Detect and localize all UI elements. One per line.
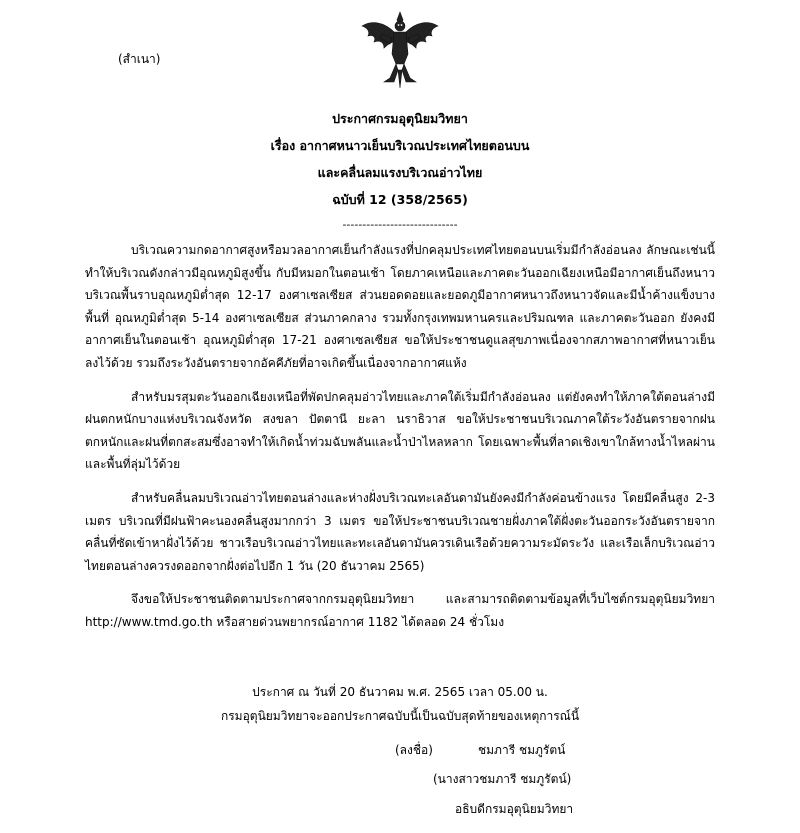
signer-full-name: (นางสาวชมภารี ชมภูรัตน์) [433,772,572,786]
heading-agency: ประกาศกรมอุตุนิยมวิทยา [332,111,468,126]
heading-subject-cont: และคลื่นลมแรงบริเวณอ่าวไทย [317,165,483,180]
paragraph-contact: จึงขอให้ประชาชนติดตามประกาศจากกรมอุตุนิยมวิทยา และสามารถติดตามข้อมูลที่เว็บไซต์กรมอุตุนิยมวิทยา http://www.tmd.go.th หรือสายด่วนพยากรณ์อากาศ 1182 ได้ตลอด 24 ชั่วโมง [85,592,715,629]
garuda-emblem-icon [358,8,442,92]
declaration-date: ประกาศ ณ วันที่ 20 ธันวาคม พ.ศ. 2565 เวลา 05.00 น. [252,685,548,699]
paragraph-cold-weather: บริเวณความกดอากาศสูงหรือมวลอากาศเย็นกำลังแรงที่ปกคลุมประเทศไทยตอนบนเริ่มมีกำลังอ่อนลง ลักษณะเช่นนี้ทำให้บริเวณดังกล่าวมีอุณหภูมิสูงขึ้น กับมีหมอกในตอนเช้า โดยภาคเหนือและภาคตะวันออกเฉียงเหนือมีอากาศเย็นถึงหนาว บริเวณพื้นราบอุณหภูมิต่ำสุด 12-17 องศาเซลเซียส ส่วนยอดดอยและยอดภูมีอากาศหนาวถึงหนาวจัดและมีน้ำค้างแข็งบางพื้นที่ อุณหภูมิต่ำสุด 5-14 องศาเซลเซียส ส่วนภาคกลาง รวมทั้งกรุงเทพมหานครและปริมณฑล และภาคตะวันออก ยังคงมีอากาศเย็นในตอนเช้า อุณหภูมิต่ำสุด 17-21 องศาเซลเซียส ขอให้ประชาชนดูแลสุขภาพเนื่องจากสภาพอากาศที่หนาวเย็นลงไว้ด้วย รวมถึงระวังอันตรายจากอัคคีภัยที่อาจเกิดขึ้นเนื่องจากอากาศแห้ง [85,243,715,370]
signature-block [0,737,800,833]
announcement-body [85,239,715,645]
separator-line: ----------------------------- [342,218,458,231]
heading-subject: เรื่อง อากาศหนาวเย็นบริเวณประเทศไทยตอนบน [270,138,530,153]
declaration-final-note: กรมอุตุนิยมวิทยาจะออกประกาศฉบับนี้เป็นฉบับสุดท้ายของเหตุการณ์นี้ [220,709,580,723]
copy-label: (สำเนา) [118,52,161,66]
heading-issue-number: ฉบับที่ 12 (358/2565) [332,192,468,207]
signed-label: (ลงชื่อ) [395,743,433,757]
paragraph-waves: สำหรับคลื่นลมบริเวณอ่าวไทยตอนล่างและห่างฝั่งบริเวณทะเลอันดามันยังคงมีกำลังค่อนข้างแรง โดยมีคลื่นสูง 2-3 เมตร บริเวณที่มีฝนฟ้าคะนองคลื่นสูงมากกว่า 3 เมตร ขอให้ประชาชนบริเวณชายฝั่งภาคใต้ฝั่งตะวันออกระวังอันตรายจากคลื่นที่ซัดเข้าหาฝั่งไว้ด้วย ชาวเรือบริเวณอ่าวไทยและทะเลอันดามันควรเดินเรือด้วยความระมัดระวัง และเรือเล็กบริเวณอ่าวไทยตอนล่างควรงดออกจากฝั่งต่อไปอีก 1 วัน (20 ธันวาคม 2565) [85,490,715,573]
signer-position: อธิบดีกรมอุตุนิยมวิทยา [455,802,574,816]
announcement-heading [0,105,800,213]
paragraph-monsoon: สำหรับมรสุมตะวันออกเฉียงเหนือที่พัดปกคลุมอ่าวไทยและภาคใต้เริ่มมีกำลังอ่อนลง แต่ยังคงทำให้ภาคใต้ตอนล่างมีฝนตกหนักบางแห่งบริเวณจังหวัด สงขลา ปัตตานี ยะลา นราธิวาส ขอให้ประชาชนบริเวณภาคใต้ระวังอันตรายจากฝนตกหนักและฝนที่ตกสะสมซึ่งอาจทำให้เกิดน้ำท่วมฉับพลันและน้ำป่าไหลหลาก โดยเฉพาะพื้นที่ลาดเชิงเขาใกล้ทางน้ำไหลผ่านและพื้นที่ลุ่มไว้ด้วย [85,389,715,472]
declaration [0,680,800,728]
signer-name: ชมภารี ชมภูรัตน์ [478,743,566,757]
